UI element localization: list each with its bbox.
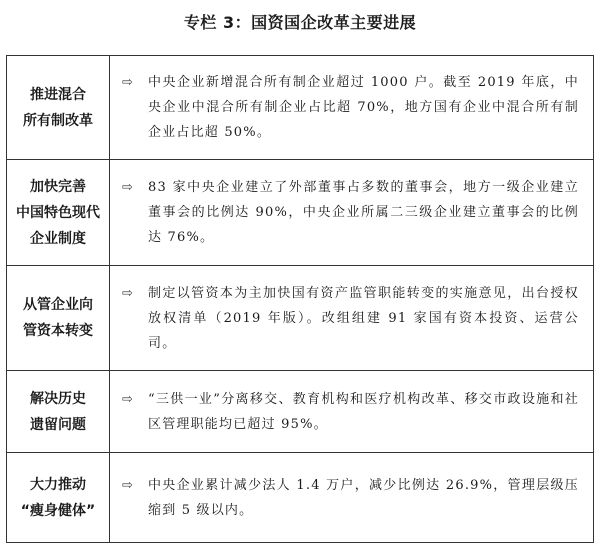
row-heading bbox=[7, 371, 110, 453]
arrow-right-icon: ⇨ bbox=[122, 477, 133, 493]
row-text: 83 家中央企业建立了外部董事占多数的董事会，地方一级企业建立董事会的比例达 90%，中央企业所属二三级企业建立董事会的比例达 76%。 bbox=[148, 180, 579, 245]
row-body bbox=[110, 160, 594, 266]
row-heading bbox=[7, 266, 110, 371]
table-row bbox=[7, 371, 594, 453]
progress-table bbox=[6, 55, 594, 543]
row-heading-line: 中国特色现代 bbox=[16, 204, 100, 221]
arrow-right-icon: ⇨ bbox=[122, 391, 133, 407]
row-text: 中央企业新增混合所有制企业超过 1000 户。截至 2019 年底，中央企业中混合所有制企业占比超 70%，地方国有企业中混合所有制企业占比超 50%。 bbox=[148, 75, 579, 140]
row-heading-line: 所有制改革 bbox=[23, 112, 93, 129]
row-body bbox=[110, 371, 594, 453]
row-text: “三供一业”分离移交、教育机构和医疗机构改革、移交市政设施和社区管理职能均已超过 95%。 bbox=[148, 391, 579, 432]
page-title: 专栏 3：国资国企改革主要进展 bbox=[183, 13, 417, 32]
row-heading bbox=[7, 56, 110, 160]
table-row bbox=[7, 160, 594, 266]
row-heading-line: 遗留问题 bbox=[30, 416, 86, 433]
row-heading-line: “瘦身健体” bbox=[20, 502, 96, 519]
row-text: 中央企业累计减少法人 1.4 万户，减少比例达 26.9%，管理层级压缩到 5 级以内。 bbox=[148, 477, 579, 518]
table-row bbox=[7, 266, 594, 371]
row-heading-line: 从管企业向 bbox=[23, 297, 93, 313]
row-heading-line: 推进混合 bbox=[30, 86, 86, 103]
row-heading-line: 解决历史 bbox=[30, 390, 86, 407]
row-heading bbox=[7, 453, 110, 543]
row-heading-line: 管资本转变 bbox=[23, 323, 93, 339]
row-heading bbox=[7, 160, 110, 266]
arrow-right-icon: ⇨ bbox=[122, 180, 133, 195]
row-text: 制定以管资本为主加快国有资产监管职能转变的实施意见，出台授权放权清单（2019 年版）。改组组建 91 家国有资本投资、运营公司。 bbox=[148, 285, 579, 351]
row-heading-line: 大力推动 bbox=[30, 476, 86, 493]
table-row bbox=[7, 453, 594, 543]
arrow-right-icon: ⇨ bbox=[122, 285, 133, 301]
arrow-right-icon: ⇨ bbox=[122, 75, 133, 90]
row-heading-line: 加快完善 bbox=[30, 178, 86, 195]
row-heading-line: 企业制度 bbox=[30, 230, 86, 247]
row-body bbox=[110, 266, 594, 371]
row-body bbox=[110, 56, 594, 160]
row-body bbox=[110, 453, 594, 543]
table-row bbox=[7, 56, 594, 160]
